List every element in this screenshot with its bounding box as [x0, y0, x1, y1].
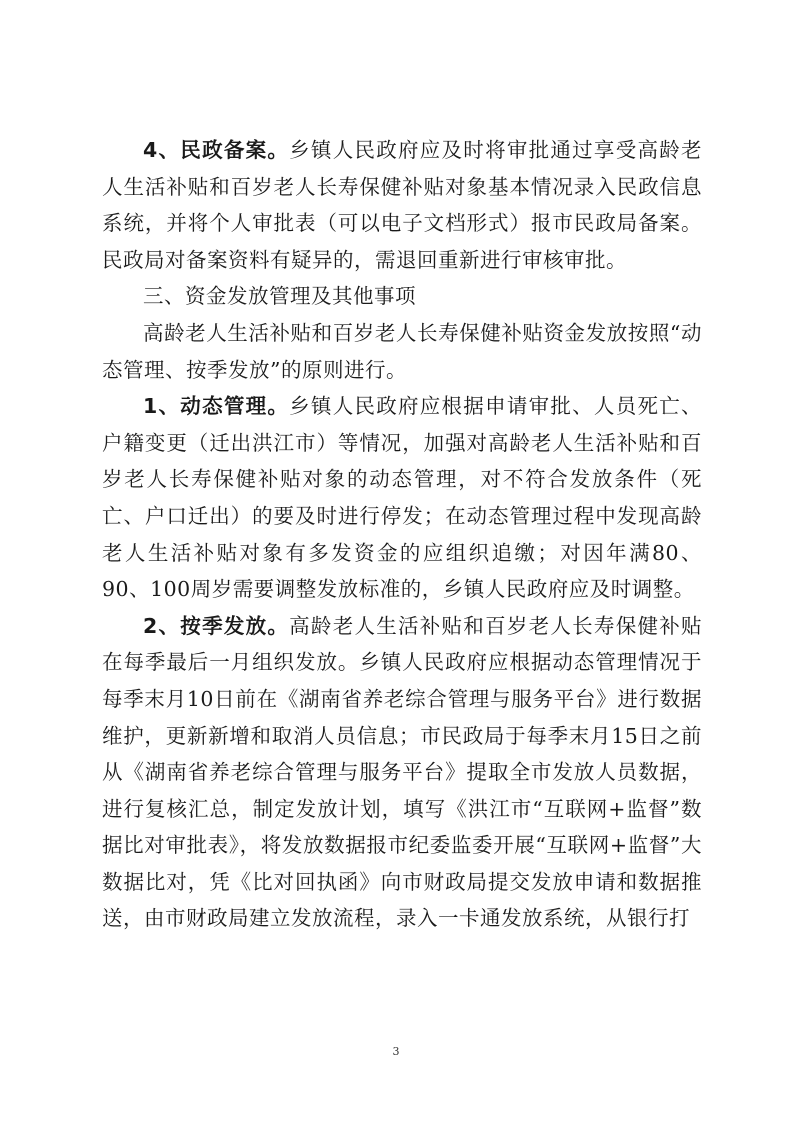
document-body [102, 132, 702, 937]
paragraph-quarterly-payment [102, 608, 702, 937]
paragraph-text: 高龄老人生活补贴和百岁老人长寿保健补贴资金发放按照“动态管理、按季发放”的原则进行。 [102, 320, 702, 382]
paragraph-text: 乡镇人民政府应根据申请审批、人员死亡、户籍变更（迁出洪江市）等情况，加强对高龄老人生活补贴和百岁老人长寿保健补贴对象的动态管理，对不符合发放条件（死亡、户口迁出）的要及时进行停发；在动态管理过程中发现高龄老人生活补贴对象有多发资金的应组织追缴；对因年满80、90、100周岁需要调整发放标准的，乡镇人民政府应及时调整。 [102, 394, 703, 602]
section-heading: 三、资金发放管理及其他事项 [143, 284, 416, 309]
paragraph-lead: 1、动态管理。 [143, 394, 290, 419]
page-number: 3 [392, 1045, 400, 1058]
paragraph-civil-filing [102, 132, 702, 278]
paragraph-lead: 4、民政备案。 [143, 138, 290, 162]
paragraph-text: 乡镇人民政府应及时将审批通过享受高龄老人生活补贴和百岁老人长寿保健补贴对象基本情况录入民政信息系统，并将个人审批表（可以电子文档形式）报市民政局备案。民政局对备案资料有疑异的，需退回重新进行审核审批。 [102, 138, 703, 272]
paragraph-dynamic-management [102, 388, 702, 608]
paragraph-text: 高龄老人生活补贴和百岁老人长寿保健补贴在每季最后一月组织发放。乡镇人民政府应根据动态管理情况于每季末月10日前在《湖南省养老综合管理与服务平台》进行数据维护，更新新增和取消人员信息；市民政局于每季末月15日之前从《湖南省养老综合管理与服务平台》提取全市发放人员数据，进行复核汇总，制定发放计划，填写《洪江市“互联网+监督”数据比对审批表》，将发放数据报市纪委监委开展“互联网+监督”大数据比对，凭《比对回执函》向市财政局提交发放申请和数据推送，由市财政局建立发放流程，录入一卡通发放系统，从银行打 [102, 613, 703, 931]
paragraph-funding-intro [102, 315, 702, 388]
paragraph-lead: 2、按季发放。 [143, 613, 290, 638]
